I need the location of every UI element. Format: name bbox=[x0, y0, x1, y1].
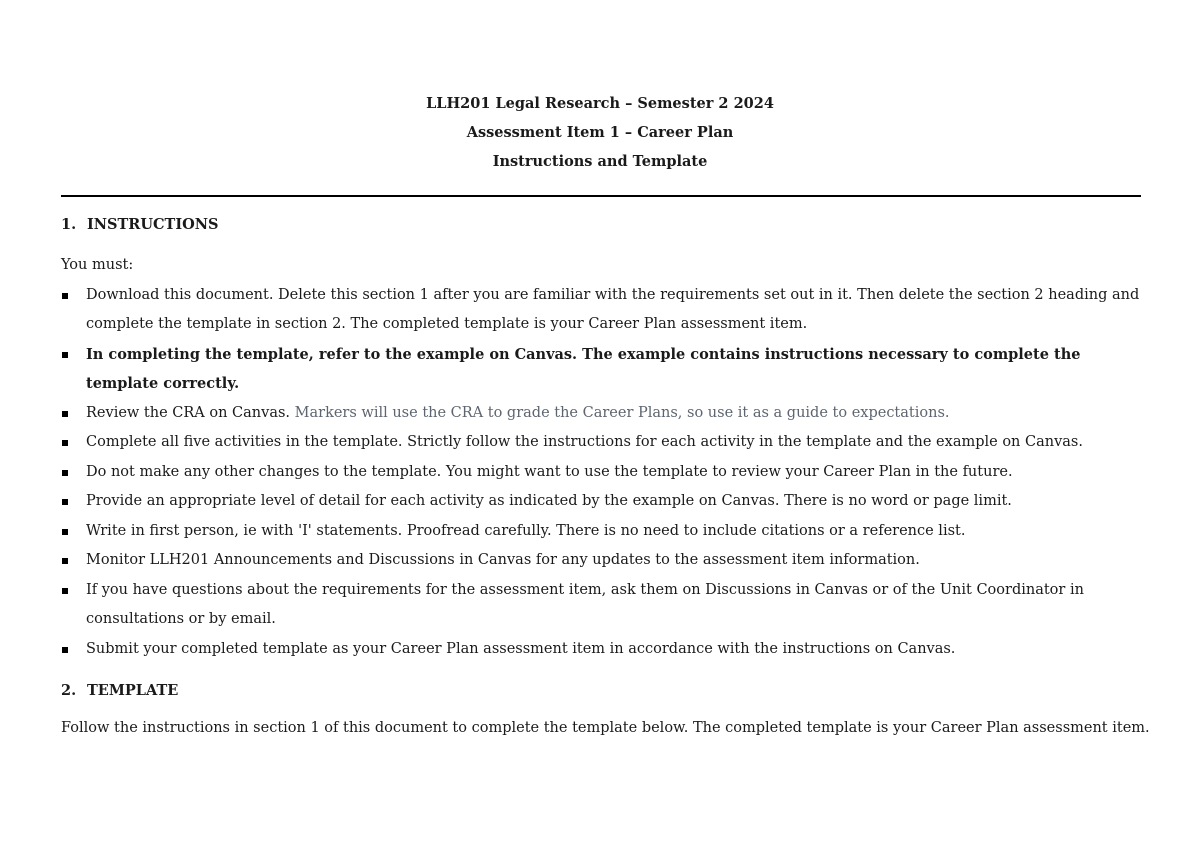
square-bullet-icon bbox=[62, 647, 68, 653]
section-2-title: TEMPLATE bbox=[87, 682, 179, 699]
list-item-text: Download this document. Delete this section 1 after you are familiar with the requirements set out in it. Then delete the section 2 heading and complete the template in section 2. The completed template is your Career Plan assessment item. bbox=[86, 286, 1140, 332]
course-title: LLH201 Legal Research – Semester 2 2024 bbox=[426, 95, 774, 112]
list-item-text: Submit your completed template as your Career Plan assessment item in accordance with the instructions on Canvas. bbox=[86, 640, 956, 657]
list-item-text: Review the CRA on Canvas. bbox=[86, 404, 295, 421]
section-2-number: 2. bbox=[61, 682, 77, 699]
header-divider bbox=[61, 195, 1141, 197]
section-1-heading bbox=[61, 213, 1153, 237]
section-1-title: INSTRUCTIONS bbox=[87, 216, 219, 233]
square-bullet-icon bbox=[62, 352, 68, 358]
list-item bbox=[61, 517, 1153, 547]
list-item bbox=[61, 546, 1153, 576]
list-item bbox=[61, 576, 1153, 635]
section-2-heading bbox=[61, 679, 1153, 703]
instructions-intro: You must: bbox=[61, 257, 134, 273]
template-instructions: Follow the instructions in section 1 of this document to complete the template below. The completed template is your Career Plan assessment item. bbox=[61, 720, 1150, 736]
square-bullet-icon bbox=[62, 558, 68, 564]
list-item-text: Do not make any other changes to the template. You might want to use the template to review your Career Plan in the future. bbox=[86, 463, 1013, 480]
list-item-text: Monitor LLH201 Announcements and Discussions in Canvas for any updates to the assessment item information. bbox=[86, 552, 920, 568]
list-item-muted-text: Markers will use the CRA to grade the Career Plans, so use it as a guide to expectations. bbox=[294, 404, 950, 421]
list-item bbox=[61, 458, 1153, 488]
document-header bbox=[0, 89, 1200, 176]
list-item-text: In completing the template, refer to the example on Canvas. The example contains instructions necessary to complete the template correctly. bbox=[86, 345, 1081, 392]
square-bullet-icon bbox=[62, 293, 68, 299]
square-bullet-icon bbox=[62, 470, 68, 476]
list-item bbox=[61, 281, 1153, 340]
document-body bbox=[61, 213, 1153, 743]
square-bullet-icon bbox=[62, 588, 68, 594]
list-item bbox=[61, 428, 1153, 458]
list-item-text: If you have questions about the requirements for the assessment item, ask them on Discussions in Canvas or of the Unit Coordinator in consultations or by email. bbox=[86, 581, 1084, 627]
list-item bbox=[61, 340, 1153, 399]
list-item-text: Complete all five activities in the template. Strictly follow the instructions for each activity in the template and the example on Canvas. bbox=[86, 434, 1083, 450]
list-item bbox=[61, 399, 1153, 429]
list-item-text: Provide an appropriate level of detail for each activity as indicated by the example on Canvas. There is no word or page limit. bbox=[86, 493, 1012, 509]
document-subtitle: Instructions and Template bbox=[492, 153, 708, 170]
square-bullet-icon bbox=[62, 529, 68, 535]
list-item bbox=[61, 487, 1153, 517]
list-item bbox=[61, 635, 1153, 665]
square-bullet-icon bbox=[62, 499, 68, 505]
square-bullet-icon bbox=[62, 440, 68, 446]
square-bullet-icon bbox=[62, 411, 68, 417]
section-1-number: 1. bbox=[61, 216, 77, 233]
assessment-title: Assessment Item 1 – Career Plan bbox=[466, 124, 734, 141]
instructions-list bbox=[61, 281, 1153, 665]
list-item-text: Write in first person, ie with 'I' statements. Proofread carefully. There is no need to include citations or a reference list. bbox=[86, 522, 966, 539]
